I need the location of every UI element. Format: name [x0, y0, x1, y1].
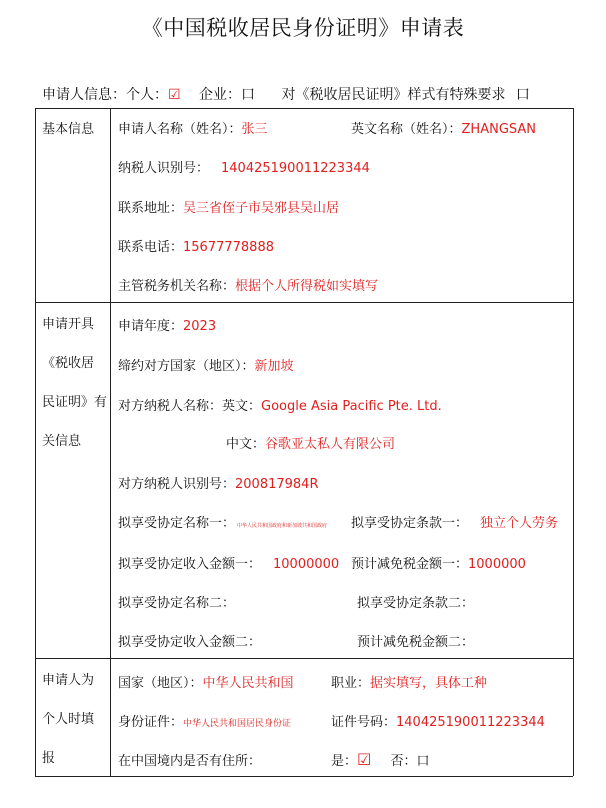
tin-row	[118, 157, 370, 176]
treaty-name-1-value[interactable]: 中华人民共和国政府和新加坡共和国政府	[237, 523, 328, 529]
id-number-label: 证件号码：	[331, 715, 397, 730]
phone-value[interactable]: 15677778888	[183, 240, 274, 255]
phone-label: 联系电话：	[118, 240, 184, 255]
counterpart-tin-row	[118, 473, 319, 492]
counterpart-en-value[interactable]: Google Asia Pacific Pte. Ltd.	[261, 399, 442, 414]
id-document-row	[118, 711, 291, 730]
counterpart-cn-value[interactable]: 谷歌亚太私人有限公司	[265, 437, 396, 452]
special-requirement-label: 对《税收居民证明》样式有特殊要求	[281, 87, 506, 103]
section-basic-info: 基本信息	[42, 122, 95, 137]
counterpart-name-en-row	[118, 395, 442, 414]
treaty-income-2-label: 拟享受协定收入金额二：	[118, 635, 262, 650]
individual-country-label: 国家（地区）：	[118, 676, 203, 691]
year-value[interactable]: 2023	[183, 319, 217, 334]
enterprise-checkbox[interactable]: 口	[241, 87, 256, 103]
section-individual-line-3: 报	[42, 751, 56, 766]
english-name-value[interactable]: ZHANGSAN	[461, 122, 536, 137]
treaty-income-1-row	[118, 553, 339, 572]
phone-row	[118, 236, 274, 255]
treaty-income-1-value[interactable]: 10000000	[273, 557, 340, 572]
individual-checkbox[interactable]: ☑	[168, 87, 181, 103]
tax-office-label: 主管税务机关名称：	[118, 279, 236, 294]
table-border-left	[35, 108, 36, 776]
form-title: 《中国税收居民身份证明》申请表	[141, 16, 465, 40]
occupation-value[interactable]: 据实填写，具体工种	[370, 676, 488, 691]
residence-row	[118, 750, 261, 769]
applicant-name-row	[118, 118, 268, 137]
table-divider-1	[35, 302, 573, 303]
table-divider-2	[35, 658, 573, 659]
section-individual-line-1: 申请人为	[42, 673, 95, 688]
table-border-bottom	[35, 776, 573, 777]
treaty-name-2-label: 拟享受协定名称二：	[118, 596, 236, 611]
applicant-name-value[interactable]: 张三	[241, 122, 268, 137]
table-border-right	[573, 108, 574, 776]
counterpart-en-label: 英文：	[222, 399, 262, 414]
counterpart-name-cn-row	[226, 433, 395, 452]
counterpart-cn-label: 中文：	[226, 437, 266, 452]
treaty-clause-1-row	[351, 512, 558, 531]
id-number-value[interactable]: 140425190011223344	[396, 715, 545, 730]
individual-country-row	[118, 672, 294, 691]
english-name-row	[351, 118, 536, 137]
individual-label: 个人：	[126, 87, 168, 103]
residence-yes-checkbox[interactable]: ☑	[357, 750, 372, 769]
section-related-line-1: 申请开具	[42, 317, 95, 332]
section-related-line-2: 《税收居	[42, 356, 95, 371]
treaty-name-1-label: 拟享受协定名称一：	[118, 516, 236, 531]
tin-value[interactable]: 140425190011223344	[221, 161, 370, 176]
residence-yes-label: 是：	[331, 754, 358, 769]
occupation-row	[331, 672, 487, 691]
applicant-name-label: 申请人名称（姓名）：	[118, 122, 242, 137]
treaty-country-label: 缔约对方国家（地区）：	[118, 359, 255, 374]
year-label: 申请年度：	[118, 319, 184, 334]
tax-relief-2-row	[357, 631, 474, 650]
tax-relief-1-value[interactable]: 1000000	[468, 557, 526, 572]
treaty-income-1-label: 拟享受协定收入金额一：	[118, 557, 262, 572]
id-document-value[interactable]: 中华人民共和国居民身份证	[183, 719, 292, 729]
residence-no-checkbox[interactable]: 口	[416, 754, 430, 769]
english-name-label: 英文名称（姓名）：	[351, 122, 462, 137]
applicant-info-row	[42, 84, 530, 104]
treaty-clause-2-row	[357, 592, 474, 611]
counterpart-tin-value[interactable]: 200817984R	[235, 477, 319, 492]
id-number-row	[331, 711, 545, 730]
tax-relief-2-label: 预计减免税金额二：	[357, 635, 475, 650]
occupation-label: 职业：	[331, 676, 371, 691]
table-column-divider	[110, 108, 111, 776]
treaty-country-row	[118, 355, 294, 374]
table-border-top	[35, 108, 573, 109]
tax-relief-1-row	[351, 553, 526, 572]
treaty-clause-2-label: 拟享受协定条款二：	[357, 596, 475, 611]
treaty-name-1-row	[118, 512, 327, 531]
id-document-label: 身份证件：	[118, 715, 184, 730]
residence-label: 在中国境内是否有住所：	[118, 754, 262, 769]
residence-yes-no	[331, 750, 429, 769]
section-individual-line-2: 个人时填	[42, 712, 95, 727]
tax-relief-1-label: 预计减免税金额一：	[351, 557, 469, 572]
special-requirement-checkbox[interactable]: 口	[515, 87, 530, 103]
tax-office-value[interactable]: 根据个人所得税如实填写	[235, 279, 379, 294]
tax-office-row	[118, 275, 378, 294]
enterprise-label: 企业：	[199, 87, 242, 103]
treaty-clause-1-label: 拟享受协定条款一：	[351, 516, 469, 531]
address-row	[118, 197, 339, 216]
residence-no-label: 否：	[390, 754, 417, 769]
tin-label: 纳税人识别号：	[118, 161, 210, 176]
counterpart-tin-label: 对方纳税人识别号：	[118, 477, 236, 492]
treaty-income-2-row	[118, 631, 261, 650]
address-value[interactable]: 吴三省侄子市吴邪县吴山居	[183, 201, 340, 216]
treaty-clause-1-value[interactable]: 独立个人劳务	[480, 516, 559, 531]
address-label: 联系地址：	[118, 201, 184, 216]
counterpart-name-label: 对方纳税人名称：	[118, 399, 223, 414]
year-row	[118, 315, 216, 334]
treaty-name-2-row	[118, 592, 235, 611]
applicant-info-label: 申请人信息：	[42, 87, 126, 103]
treaty-country-value[interactable]: 新加坡	[254, 359, 294, 374]
section-related-line-4: 关信息	[42, 434, 82, 449]
section-related-line-3: 民证明》有	[42, 395, 108, 410]
individual-country-value[interactable]: 中华人民共和国	[202, 676, 294, 691]
